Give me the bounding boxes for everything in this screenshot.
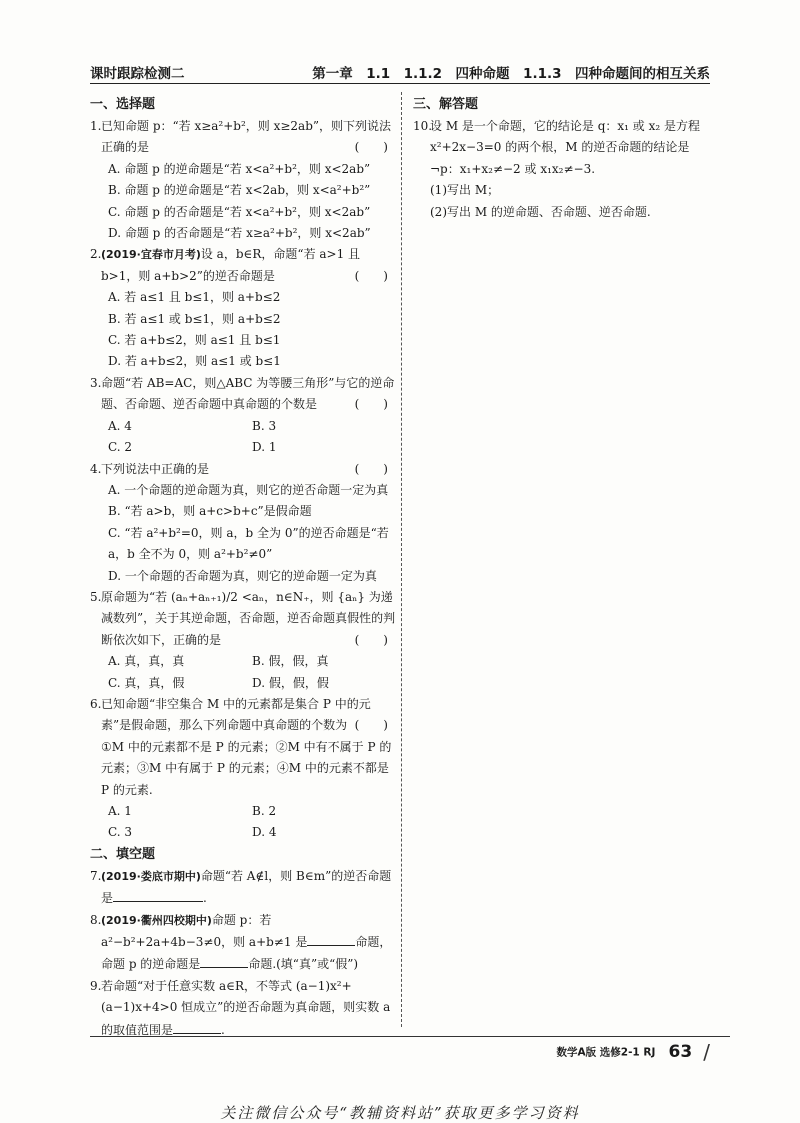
option-c: C. 若 a+b≤2，则 a≤1 且 b≤1 (108, 333, 281, 348)
question-number: 6. (90, 696, 102, 711)
question-number: 2. (90, 247, 102, 262)
footer-rule (90, 1036, 730, 1037)
question-stem: 命题 p：若 a²−b²+2a+4b−3≠0，则 a+b≠1 是 (101, 912, 308, 950)
question-2 (90, 244, 396, 287)
option-d: D. 4 (252, 825, 277, 840)
answer-paren: ( ) (354, 397, 388, 412)
column-divider (401, 92, 402, 1027)
option-row (90, 822, 396, 843)
question-8 (90, 910, 396, 976)
footer-slash: / (703, 1040, 710, 1064)
edition-label: 数学A版 选修2-1 RJ (556, 1046, 656, 1059)
option-b: B. “若 a>b，则 a+c>b+c”是假命题 (108, 504, 312, 519)
left-column (90, 94, 396, 1041)
question-stem: 设 M 是一个命题，它的结论是 q：x₁ 或 x₂ 是方程 x²+2x−3=0 的两个根，M 的逆否命题的结论是 ¬p：x₁+x₂≠−2 或 x₁x₂≠−3. (430, 119, 701, 176)
question-number: 9. (90, 978, 102, 993)
question-stem: 命题“若 A∉l，则 B∈m”的逆否命题是 (101, 868, 392, 906)
option-b: B. 若 a≤1 或 b≤1，则 a+b≤2 (108, 311, 281, 326)
question-number: 4. (90, 461, 102, 476)
answer-blank[interactable] (113, 887, 203, 902)
question-source: (2019·衢州四校期中) (101, 913, 212, 927)
page-footer (556, 1040, 710, 1064)
option-b: B. 3 (252, 418, 277, 433)
question-1 (90, 116, 396, 159)
answer-paren: ( ) (354, 632, 388, 647)
answer-paren: ( ) (354, 718, 388, 733)
option-row (90, 416, 396, 437)
header-rule (90, 83, 710, 84)
section-answer: 三、解答题 (413, 97, 479, 112)
option-a: A. 若 a≤1 且 b≤1，则 a+b≤2 (108, 290, 281, 305)
option-a: A. 1 (108, 804, 132, 818)
question-5 (90, 587, 396, 651)
question-source: (2019·宜春市月考) (101, 248, 201, 262)
header-chapter: 第一章 1.1 1.1.2 四种命题 1.1.3 四种命题间的相互关系 (312, 66, 710, 82)
section-fill: 二、填空题 (90, 846, 156, 862)
question-source: (2019·娄底市期中) (101, 869, 201, 883)
page-number: 63 (668, 1042, 693, 1062)
question-number: 10. (413, 119, 433, 133)
answer-paren: ( ) (354, 268, 388, 283)
question-9 (90, 976, 396, 1041)
question-stem: 设 a，b∈R，命题“若 a>1 且 b>1，则 a+b>2”的逆否命题是 (101, 247, 361, 283)
question-statements: ①M 中的元素都不是 P 的元素；②M 中有不属于 P 的元素；③M 中有属于 P 的元素；④M 中的元素不都是 P 的元素. (101, 739, 392, 797)
option-row (90, 801, 396, 822)
question-end: . (203, 891, 207, 906)
question-number: 7. (90, 868, 102, 883)
question-stem: 原命题为“若 (aₙ+aₙ₊₁)/2 <aₙ，n∈N₊，则 {aₙ} 为递减数列”，关于其逆命题，否命题，逆否命题真假性的判断依次如下，正确的是 (101, 589, 396, 647)
answer-blank[interactable] (200, 953, 248, 968)
option-a: A. 真，真，真 (108, 654, 185, 669)
question-4 (90, 459, 396, 480)
question-stem: 下列说法中正确的是 (101, 461, 210, 476)
section-choice: 一、选择题 (90, 97, 156, 112)
option-c: C. 命题 p 的否命题是“若 x<a²+b²，则 x<2ab” (108, 204, 371, 219)
option-a: A. 4 (108, 418, 132, 433)
question-end: 命题.(填“真”或“假”) (248, 957, 359, 972)
option-c: C. 3 (108, 825, 133, 840)
answer-paren: ( ) (354, 140, 388, 155)
option-b: B. 命题 p 的逆命题是“若 x<2ab，则 x<a²+b²” (108, 183, 371, 198)
question-stem: 已知命题 p：“若 x≥a²+b²，则 x≥2ab”，则下列说法正确的是 (101, 119, 392, 155)
question-3 (90, 373, 396, 416)
question-part-2: (2)写出 M 的逆命题、否命题、逆否命题. (430, 204, 651, 219)
option-d: D. 1 (252, 440, 277, 455)
option-c: C. 真，真，假 (108, 675, 185, 690)
option-c: C. 2 (108, 440, 133, 455)
option-row (90, 673, 396, 694)
option-b: B. 假，假，真 (252, 654, 329, 669)
question-stem: 命题“若 AB=AC，则△ABC 为等腰三角形”与它的逆命题、否命题、逆否命题中真命题的个数是 (101, 375, 395, 412)
question-mid: 命题，命题 p 的逆命题是 (101, 935, 392, 972)
handwritten-notice: 关注微信公众号“教辅资料站”获取更多学习资料 (220, 1104, 580, 1122)
right-column (413, 94, 711, 223)
answer-paren: ( ) (354, 461, 388, 476)
question-10 (413, 116, 711, 223)
option-d: D. 假，假，假 (252, 675, 329, 690)
header-title: 课时跟踪检测二 (90, 66, 185, 82)
option-row (90, 651, 396, 672)
option-d: D. 一个命题的否命题为真，则它的逆命题一定为真 (108, 568, 377, 583)
option-c: C. “若 a²+b²=0，则 a，b 全为 0”的逆否命题是“若 a，b 全不为 0，则 a²+b²≠0” (108, 525, 389, 562)
question-number: 3. (90, 375, 102, 390)
question-stem: 已知命题“非空集合 M 中的元素都是集合 P 中的元素”是假命题，那么下列命题中真命题的个数为 (101, 696, 371, 733)
answer-blank[interactable] (307, 931, 355, 946)
question-number: 5. (90, 589, 102, 604)
option-d: D. 命题 p 的否命题是“若 x≥a²+b²，则 x<2ab” (108, 226, 371, 241)
question-number: 8. (90, 912, 102, 927)
question-number: 1. (90, 119, 102, 133)
option-b: B. 2 (252, 804, 277, 818)
page-header (90, 60, 710, 82)
option-a: A. 命题 p 的逆命题是“若 x<a²+b²，则 x<2ab” (108, 161, 371, 176)
question-6 (90, 694, 396, 801)
question-7 (90, 866, 396, 910)
option-a: A. 一个命题的逆命题为真，则它的逆否命题一定为真 (108, 482, 389, 497)
question-stem: 若命题“对于任意实数 a∈R，不等式 (a−1)x²+(a−1)x+4>0 恒成立”的逆否命题为真命题，则实数 a 的取值范围是 (101, 978, 391, 1037)
answer-blank[interactable] (173, 1019, 221, 1034)
question-end: . (221, 1022, 225, 1037)
option-d: D. 若 a+b≤2，则 a≤1 或 b≤1 (108, 354, 281, 369)
option-row (90, 437, 396, 458)
question-part-1: (1)写出 M； (430, 183, 500, 198)
